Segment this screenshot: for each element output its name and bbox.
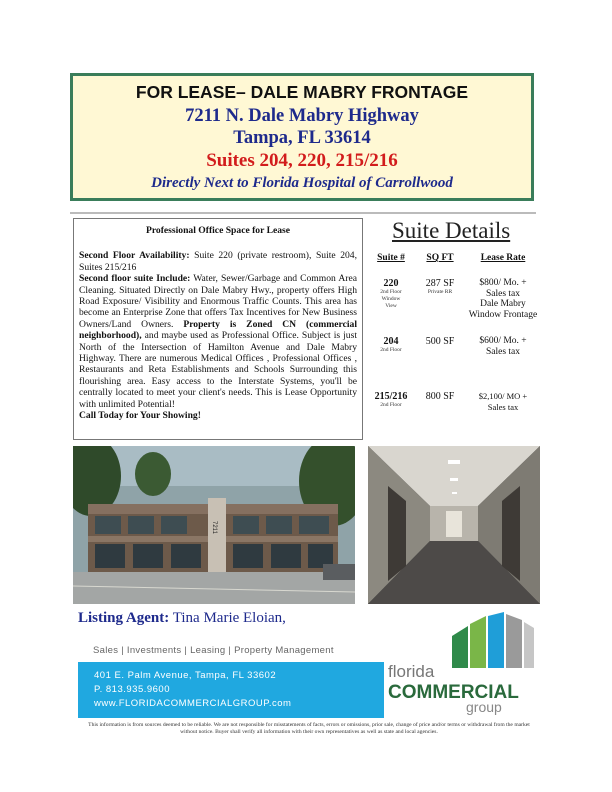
sqft-value: 800 SF [425,391,455,402]
col-header-rate: Lease Rate [480,253,526,263]
zoning-text: Property is Zoned CN (commercial neighborhood), [79,318,357,342]
listing-agent [78,610,286,627]
company-logo-icon [448,612,534,668]
header-box [70,73,534,201]
address-line-1: 7211 N. Dale Mabry Highway [185,106,419,126]
availability-paragraph [79,250,357,273]
suite-number: 220 [383,278,399,289]
sqft-value: 500 SF [425,336,455,347]
call-to-action: Call Today for Your Showing! [79,410,201,422]
hallway-image [368,446,540,604]
logo-text-florida: florida [388,662,435,681]
suite-number: 215/216 [374,391,408,402]
logo-text-commercial: COMMERCIAL [388,682,519,703]
lease-rate: $600/ Mo. + Sales tax [479,336,527,357]
suite-note: 2nd Floor [380,347,402,353]
divider [70,212,536,214]
suites-heading: Suites 204, 220, 215/216 [206,150,398,171]
description-body-1: Water, Sewer/Garbage and Common Area Cleaning. Situated Directly on Dale Mabry Hwy., property offers High Road Exposure/ Visibility and Enormous Traffic Counts. This area has become an Enterprise Zone that offers Tax Incentives for New Business Owners/Land Owners. [79,273,357,330]
suite-note: 2nd Floor Window View [380,289,402,309]
table-cell [418,391,462,402]
availability-label: Second Floor Availability: [79,250,190,262]
sqft-note: Private RR [427,289,453,295]
services-tagline: Sales | Investments | Leasing | Property Management [93,645,334,656]
signage-number: 7211 [211,521,217,534]
suite-include-label: Second floor suite Include: [79,273,191,285]
address-line-2: Tampa, FL 33614 [233,128,371,148]
hallway-interior-photo [368,446,540,604]
suite-number: 204 [383,336,399,347]
description-box [73,218,363,440]
table-cell [418,278,462,296]
company-address: 401 E. Palm Avenue, Tampa, FL 33602 [94,670,277,681]
description-paragraph [79,273,357,410]
description-body-2: and maybe used as Professional Office. Subject is just North of the Intersection of Hamilton Avenue and Dale Mabry Highway. There are numerous Medical Offices , Professional Offices , Restaurants and Reta Establishments and Schools Surrounding this flourishing area. Easy access to the Interstate Systems, you'll be centrally located to meet your client's needs. This is Lease Opportunity with unlimited Potential! [79,330,357,410]
sqft-value: 287 SF [425,278,455,289]
col-header-suite: Suite # [377,253,405,263]
availability-text: Suite 220 (private restroom), Suite 204, Suites 215/216 [79,250,358,273]
table-cell [418,336,462,347]
table-row [372,278,410,310]
lease-rate: $2,100/ MO + Sales tax [478,391,528,412]
company-phone[interactable]: P. 813.935.9600 [94,684,171,695]
table-row [372,336,410,354]
suite-details-title: Suite Details [392,218,511,243]
agent-label: Listing Agent: [78,610,170,626]
building-exterior-image [73,446,355,604]
agent-name: Tina Marie Eloian, [169,610,286,626]
company-website[interactable]: www.FLORIDACOMMERCIALGROUP.com [94,698,292,709]
col-header-sqft: SQ FT [426,253,454,263]
suite-note: 2nd Floor [380,402,402,408]
listing-title: FOR LEASE– DALE MABRY FRONTAGE [135,82,469,102]
lease-rate: $800/ Mo. + Sales tax Dale Mabry Window Frontage [468,278,538,320]
table-row [370,391,412,409]
building-exterior-photo [73,446,355,604]
location-tagline: Directly Next to Florida Hospital of Carrollwood [151,175,453,191]
disclaimer: This information is from sources deemed to be reliable. We are not responsible for misstatements of facts, errors or omissions, prior sale, change of price and/or terms or withdrawal from the market without notice. Buyer shall verify all information with their own representatives as well as state and local agencies. [88,722,530,735]
description-title: Professional Office Space for Lease [145,225,291,236]
logo-text-group: group [466,699,502,715]
